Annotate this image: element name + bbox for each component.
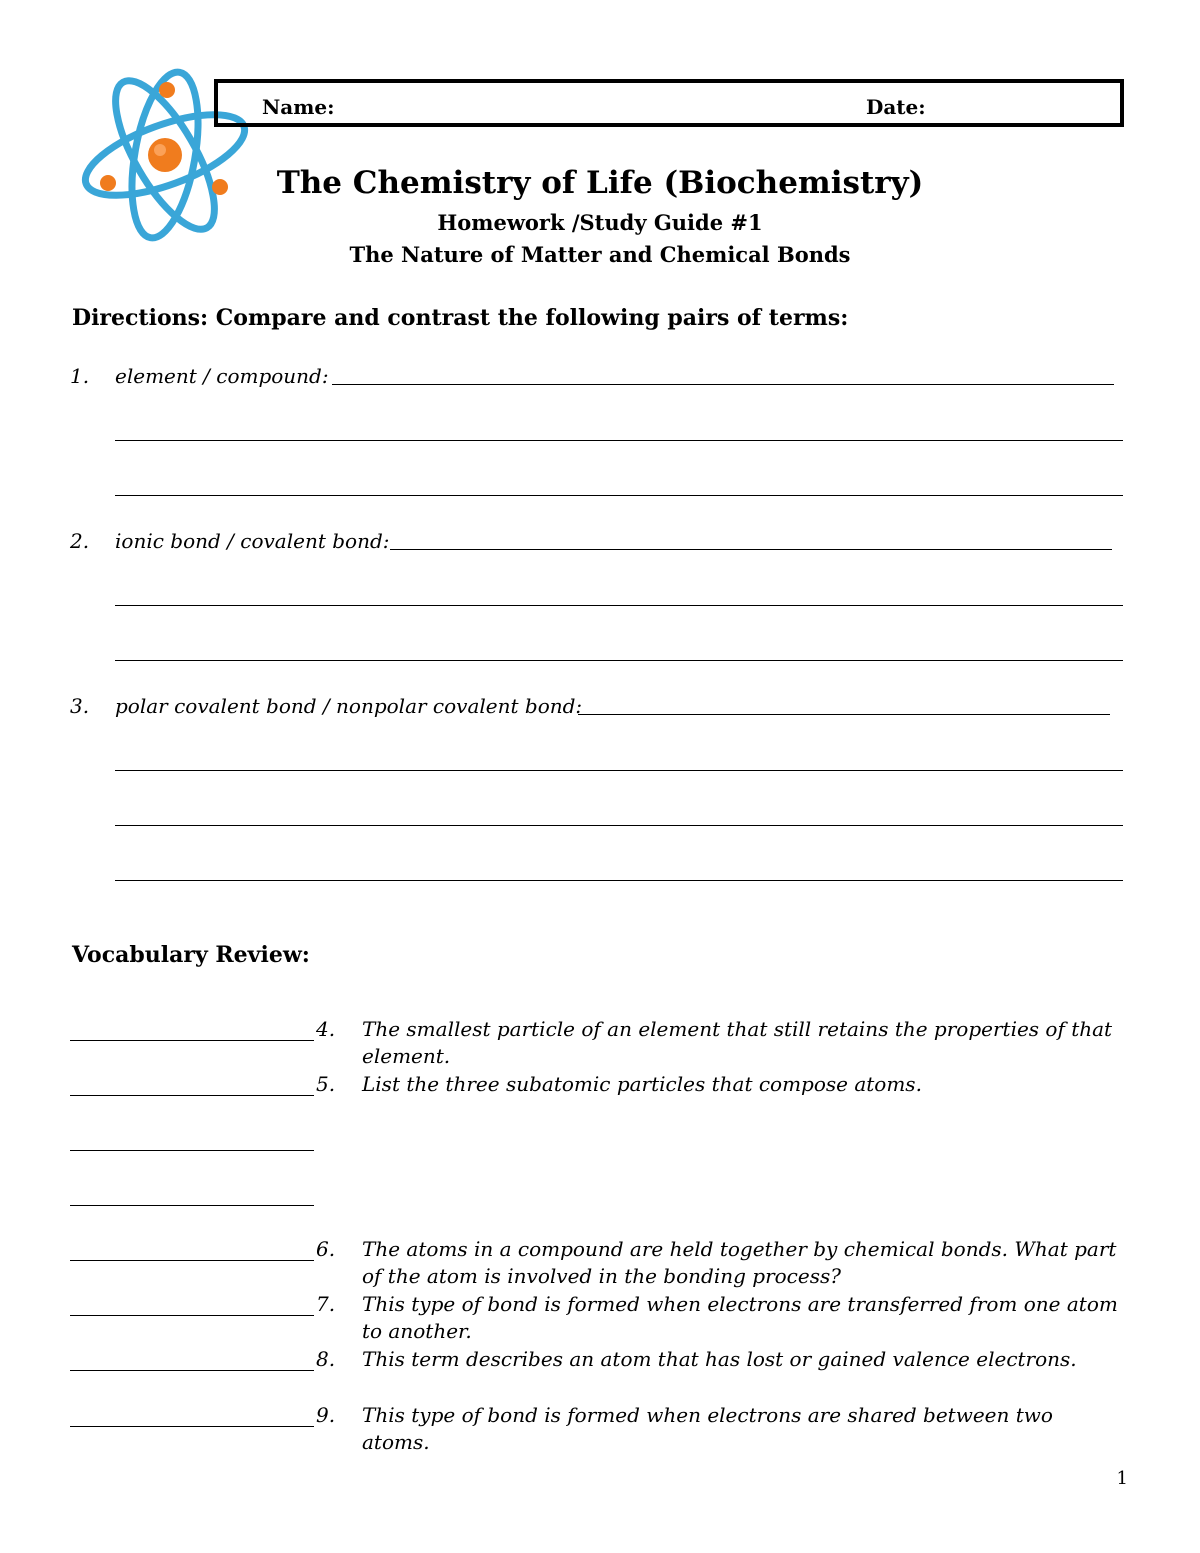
vocab-answer-line[interactable] (70, 1260, 314, 1261)
vocab-definition: This type of bond is formed when electrons are shared between two atoms. (362, 1403, 1053, 1454)
answer-line[interactable] (390, 549, 1112, 550)
vocab-definition: The smallest particle of an element that still retains the properties of that element. (362, 1017, 1113, 1068)
vocab-number: 9. (316, 1403, 336, 1427)
answer-line[interactable] (115, 605, 1123, 606)
question-text: element / compound: (115, 364, 329, 388)
vocab-number: 8. (316, 1347, 336, 1371)
vocab-answer-line[interactable] (70, 1150, 314, 1151)
name-date-box (214, 79, 1124, 127)
vocab-definition: List the three subatomic particles that compose atoms. (362, 1072, 922, 1096)
question-number: 1. (70, 364, 90, 388)
answer-line[interactable] (115, 440, 1123, 441)
subtitle-topic: The Nature of Matter and Chemical Bonds (349, 242, 851, 267)
answer-line[interactable] (115, 880, 1123, 881)
vocab-number: 7. (316, 1292, 336, 1316)
answer-line[interactable] (578, 714, 1110, 715)
vocab-answer-line[interactable] (70, 1205, 314, 1206)
question-number: 2. (70, 529, 90, 553)
question-number: 3. (70, 694, 90, 718)
vocab-number: 6. (316, 1237, 336, 1261)
answer-line[interactable] (115, 770, 1123, 771)
vocab-answer-line[interactable] (70, 1315, 314, 1316)
vocab-answer-line[interactable] (70, 1095, 314, 1096)
question-text: polar covalent bond / nonpolar covalent bond: (115, 694, 583, 718)
answer-line[interactable] (115, 660, 1123, 661)
vocab-definition: The atoms in a compound are held together by chemical bonds. What part of the atom is involved in the bonding process? (362, 1237, 1117, 1288)
vocab-number: 4. (316, 1017, 336, 1041)
vocab-definition: This term describes an atom that has lost or gained valence electrons. (362, 1347, 1077, 1371)
vocab-answer-line[interactable] (70, 1426, 314, 1427)
vocab-answer-line[interactable] (70, 1370, 314, 1371)
page-number: 1 (1116, 1468, 1128, 1489)
vocab-number: 5. (316, 1072, 336, 1096)
name-label: Name: (262, 95, 335, 119)
answer-line[interactable] (332, 384, 1114, 385)
answer-line[interactable] (115, 825, 1123, 826)
page-title: The Chemistry of Life (Biochemistry) (276, 165, 924, 201)
question-text: ionic bond / covalent bond: (115, 529, 390, 553)
directions-heading: Directions: Compare and contrast the following pairs of terms: (72, 305, 849, 331)
vocab-definition: This type of bond is formed when electrons are transferred from one atom to another. (362, 1292, 1118, 1343)
answer-line[interactable] (115, 495, 1123, 496)
subtitle-homework: Homework /Study Guide #1 (437, 210, 763, 235)
vocab-heading: Vocabulary Review: (72, 942, 310, 968)
vocab-answer-line[interactable] (70, 1040, 314, 1041)
date-label: Date: (866, 95, 926, 119)
